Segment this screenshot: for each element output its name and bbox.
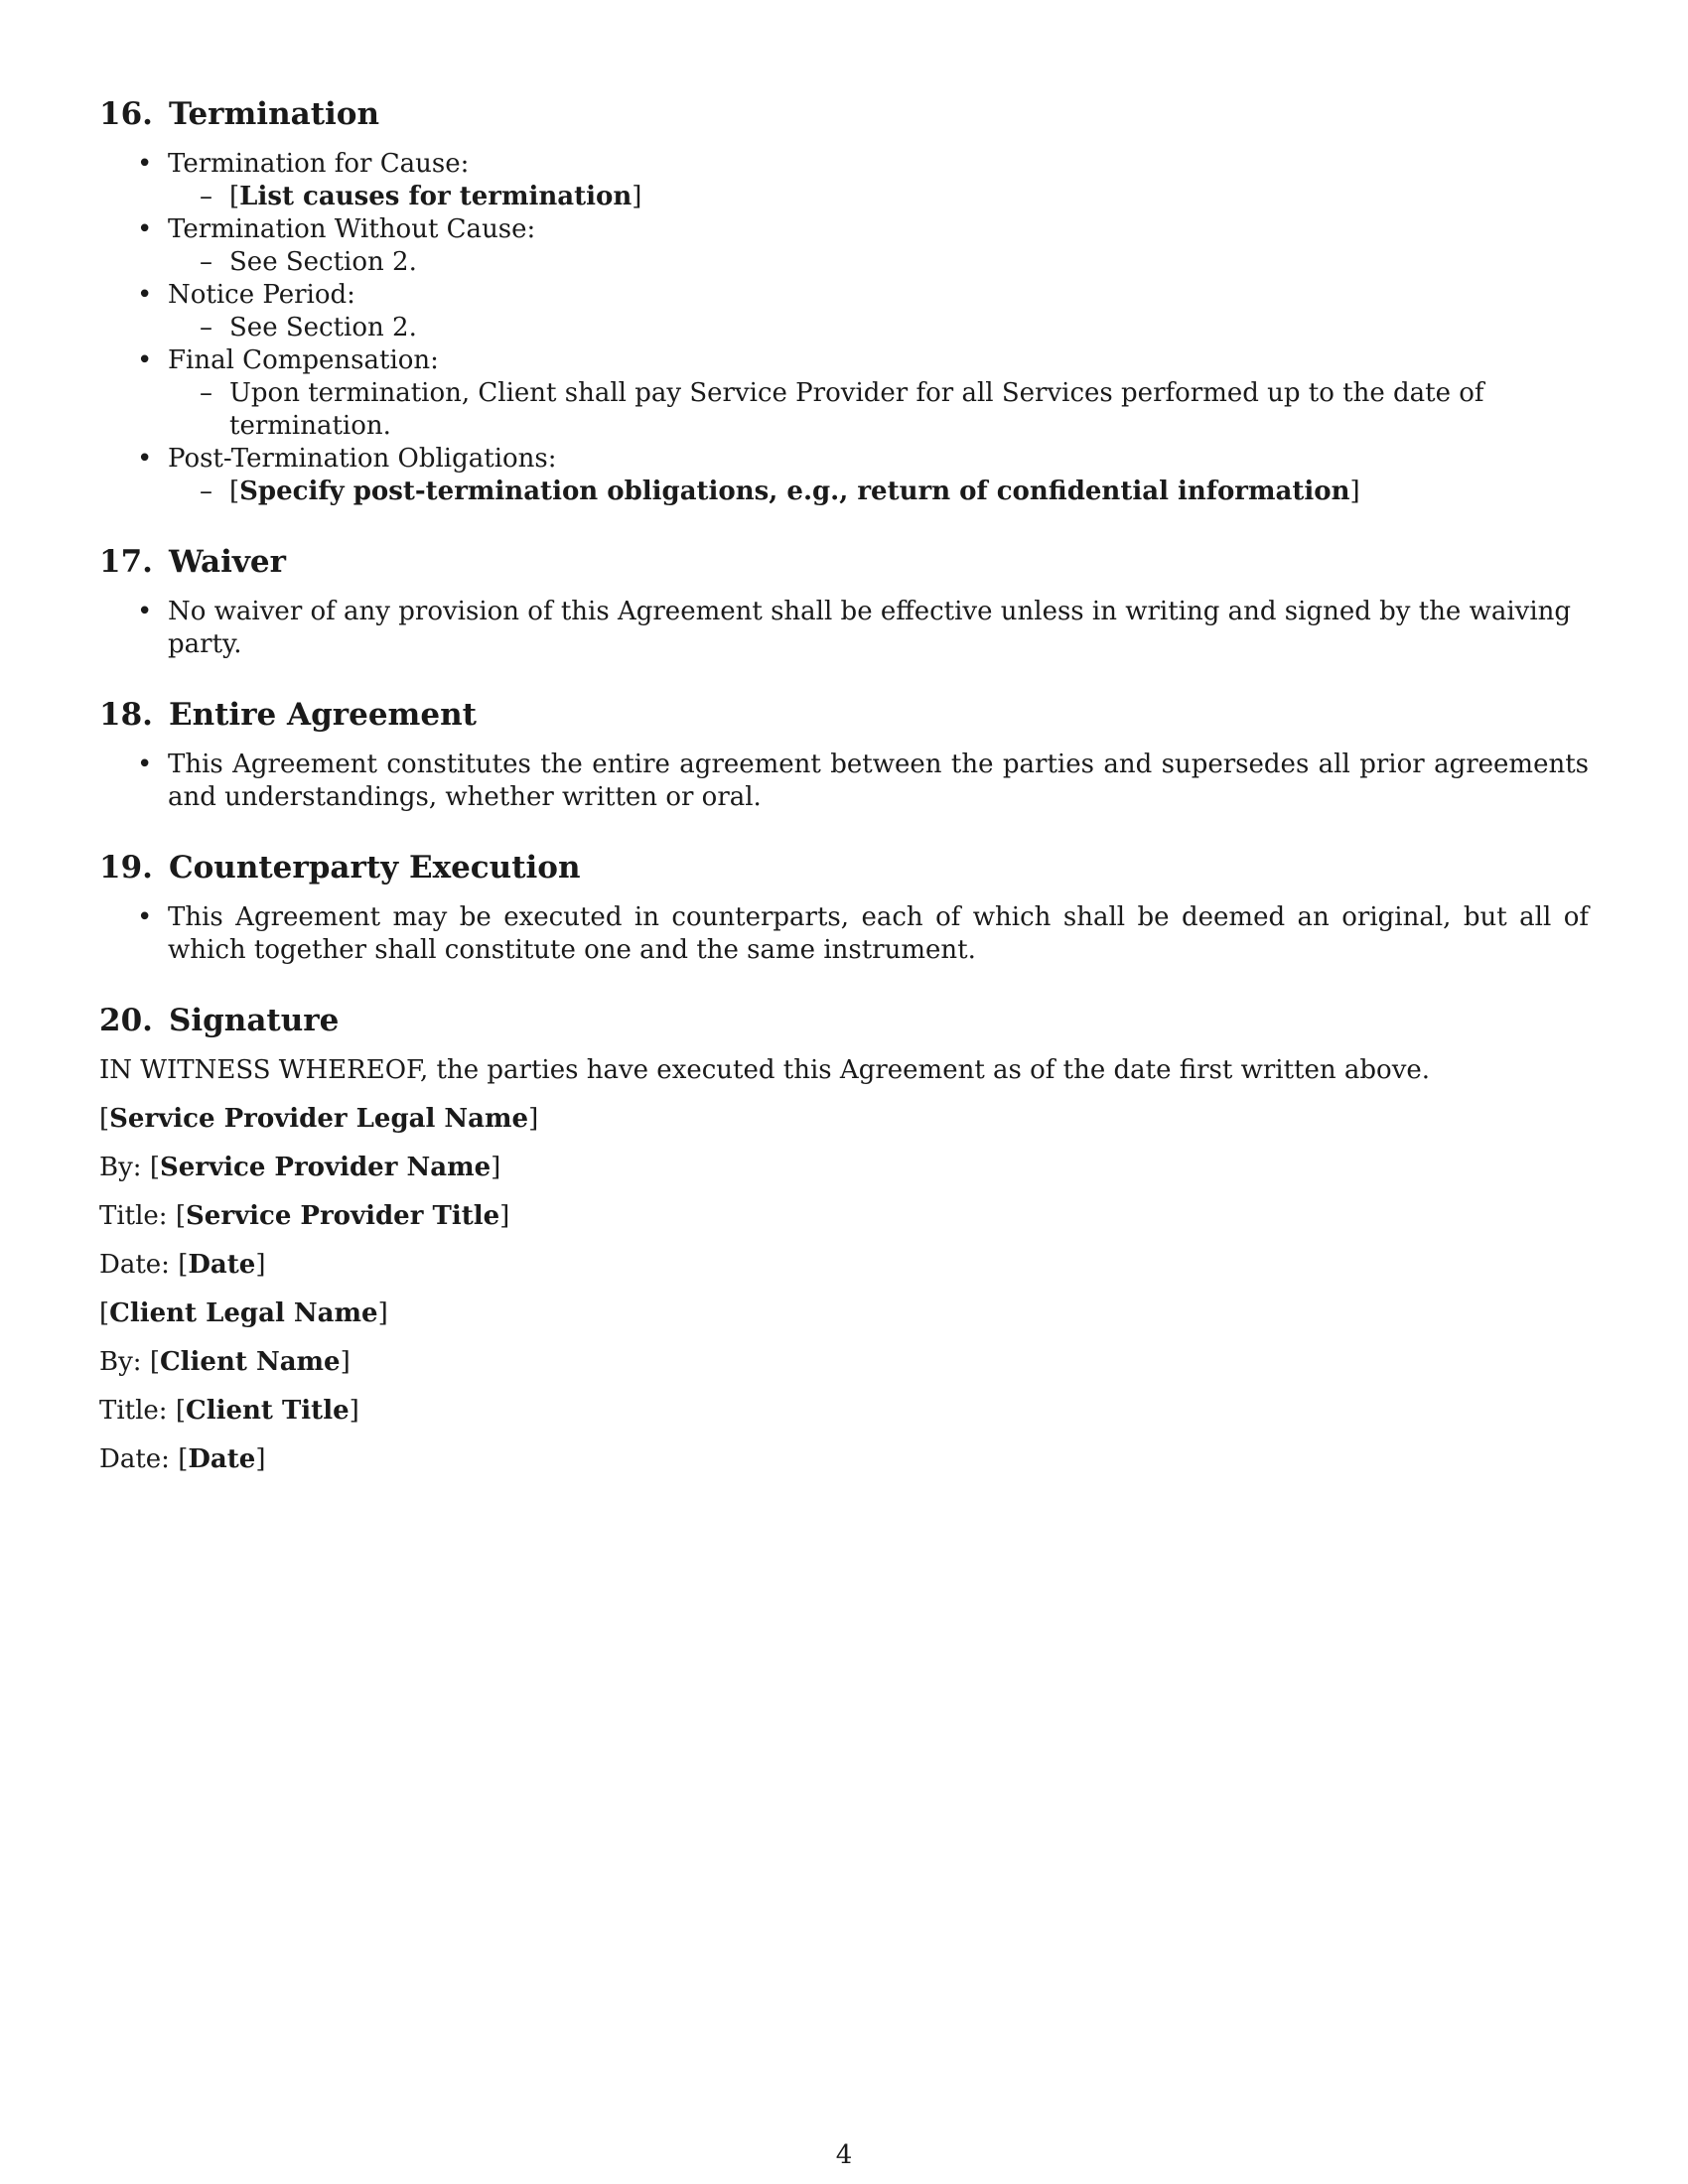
provider-date-line: Date: [Date] [99,1250,266,1280]
client-by-line: By: [Client Name] [99,1347,351,1377]
section-number: 17. [99,544,153,580]
section-waiver [99,542,1589,661]
list-item: • This Agreement constitutes the entire agreement between the parties and supersedes all prior agreements and understandings, whether written or oral. [99,749,1589,814]
provider-by-line: By: [Service Provider Name] [99,1153,501,1182]
list-item-label: Notice Period: [168,280,355,310]
client-title: Client Title [186,1396,350,1426]
sub-list-item: – [Specify post-termination obligations, e.g., return of confidential information] [168,476,1589,508]
sub-list-item: – See Section 2. [168,312,1589,344]
list-item-label: Post-Termination Obligations: [168,444,557,474]
witness-statement: IN WITNESS WHEREOF, the parties have executed this Agreement as of the date first written above. [99,1055,1431,1085]
list-item [99,279,1589,344]
page-number: 4 [835,2140,853,2170]
section-title: Termination [168,96,380,132]
section-number: 18. [99,697,153,733]
section-number: 16. [99,96,153,132]
section-heading [99,1001,1589,1040]
section-title: Entire Agreement [168,697,477,733]
client-date-line: Date: [Date] [99,1444,266,1474]
list-item: • This Agreement may be executed in counterparts, each of which shall be deemed an original, but all of which together shall constitute one and the same instrument. [99,901,1589,967]
list-item-label: Termination for Cause: [168,149,470,179]
section-counterparty-execution [99,848,1589,967]
client-date: Date [188,1444,256,1474]
list-item-label: Final Compensation: [168,345,439,375]
date-label: Date: [99,1250,170,1280]
list-item [99,148,1589,213]
by-label: By: [99,1153,142,1182]
client-legal-name: Client Legal Name [109,1298,378,1328]
provider-title-line: Title: [Service Provider Title] [99,1201,510,1231]
client-title-line: Title: [Client Title] [99,1396,359,1426]
section-title: Signature [168,1003,340,1038]
section-heading [99,94,1589,134]
placeholder-text: List causes for termination [239,182,633,211]
title-label: Title: [99,1396,168,1426]
client-legal-name-line: [Client Legal Name] [99,1298,388,1328]
provider-legal-name: Service Provider Legal Name [109,1104,529,1134]
section-number: 20. [99,1003,153,1038]
section-entire-agreement [99,695,1589,814]
list-item [99,213,1589,279]
section-termination [99,94,1589,508]
list-item: • No waiver of any provision of this Agreement shall be effective unless in writing and signed by the waiving party. [99,596,1589,661]
list-item [99,344,1589,443]
provider-name: Service Provider Name [159,1153,492,1182]
section-title: Waiver [168,544,286,580]
section-heading [99,542,1589,582]
sub-list-item: – See Section 2. [168,246,1589,279]
date-label: Date: [99,1444,170,1474]
section-title: Counterparty Execution [168,850,581,886]
provider-legal-name-line: [Service Provider Legal Name] [99,1104,539,1134]
section-heading [99,848,1589,887]
section-number: 19. [99,850,153,886]
placeholder-text: Specify post-termination obligations, e.g., return of confidential information [239,477,1350,506]
client-name: Client Name [159,1347,341,1377]
list-item [99,443,1589,508]
title-label: Title: [99,1201,168,1231]
section-signature [99,1001,1589,1476]
section-heading [99,695,1589,735]
termination-list [99,148,1589,508]
sub-list-item: – Upon termination, Client shall pay Service Provider for all Services performed up to the date of termination. [168,377,1589,443]
by-label: By: [99,1347,142,1377]
provider-title: Service Provider Title [186,1201,500,1231]
list-item-label: Termination Without Cause: [168,214,536,244]
provider-date: Date [188,1250,256,1280]
document-page [99,94,1589,1510]
sub-list-item: – [List causes for termination] [168,181,1589,213]
